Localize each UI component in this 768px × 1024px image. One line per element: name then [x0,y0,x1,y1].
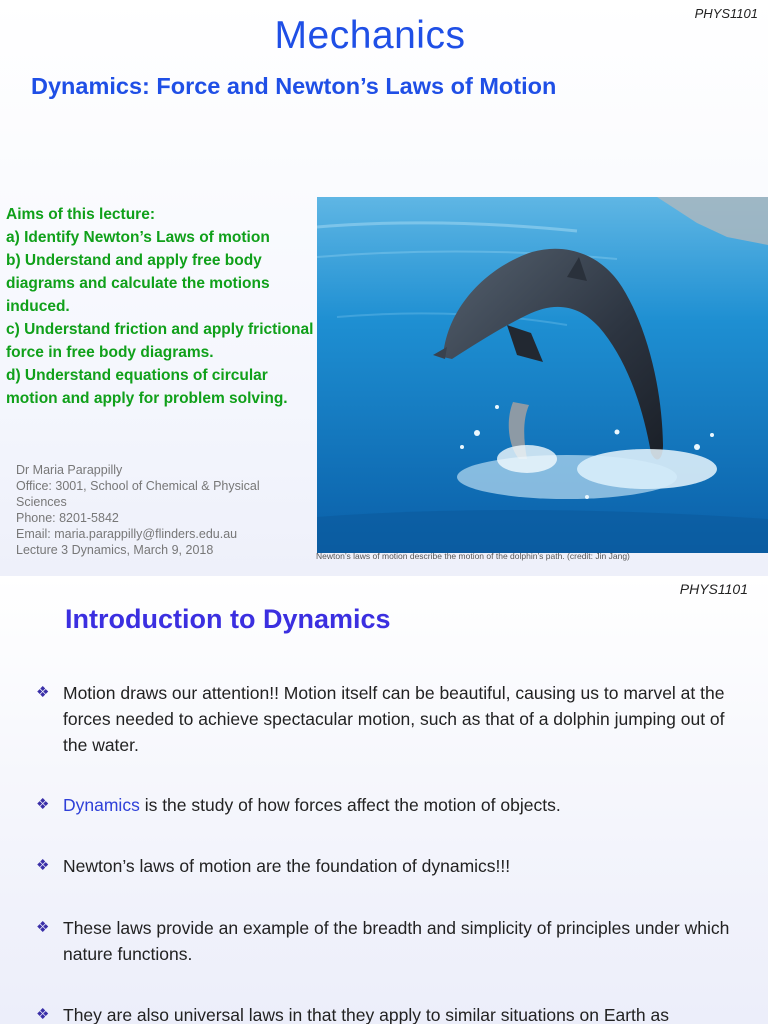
diamond-bullet-icon: ❖ [36,1006,50,1023]
course-code: PHYS1101 [694,6,758,21]
aim-item: b) Understand and apply free body diagrams and calculate the motions induced. [6,252,270,315]
office-line: Office: 3001, School of Chemical & Physical Sciences [16,479,260,509]
bullet-text: They are also universal laws in that they apply to similar situations on Earth as [63,1005,669,1024]
lecture-aims [6,203,320,410]
lecture-date: Lecture 3 Dynamics, March 9, 2018 [16,543,214,557]
dolphin-illustration [317,197,768,553]
lecturer-name: Dr Maria Parappilly [16,463,123,477]
diamond-bullet-icon: ❖ [36,796,50,813]
course-code: PHYS1101 [679,581,748,597]
slide-title: Mechanics [274,14,466,57]
bullet-text: Newton’s laws of motion are the foundation of dynamics!!! [63,856,511,876]
diamond-bullet-icon: ❖ [36,857,50,874]
phone-line: Phone: 8201-5842 [16,511,119,525]
aims-heading: Aims of this lecture: [6,206,155,223]
bullet-text: These laws provide an example of the breadth and simplicity of principles under which nature functions. [63,918,730,964]
slide-title: Introduction to Dynamics [65,604,391,634]
bullet-item [36,680,746,758]
bullet-item [36,1002,746,1024]
email-line: Email: maria.parappilly@flinders.edu.au [16,527,238,541]
bullet-text: is the study of how forces affect the motion of objects. [139,795,561,815]
aim-item: c) Understand friction and apply frictional force in free body diagrams. [6,321,314,361]
bullet-highlight: Dynamics [63,795,140,815]
diamond-bullet-icon: ❖ [36,919,50,936]
bullet-item [36,853,746,879]
dolphin-photo [317,197,768,553]
bullet-item [36,792,746,818]
bullet-text: Motion draws our attention!! Motion itself can be beautiful, causing us to marvel at the forces needed to achieve spectacular motion, such as that of a dolphin jumping out of the water. [63,683,725,755]
image-caption: Newton’s laws of motion describe the motion of the dolphin’s path. (credit: Jin Jang) [316,551,630,561]
aim-item: a) Identify Newton’s Laws of motion [6,229,270,246]
diamond-bullet-icon: ❖ [36,684,50,701]
bullet-item [36,915,746,967]
slide-subtitle: Dynamics: Force and Newton’s Laws of Motion [31,73,557,99]
slide-2 [0,576,768,1024]
aim-item: d) Understand equations of circular motion and apply for problem solving. [6,367,288,407]
contact-info [16,462,306,558]
